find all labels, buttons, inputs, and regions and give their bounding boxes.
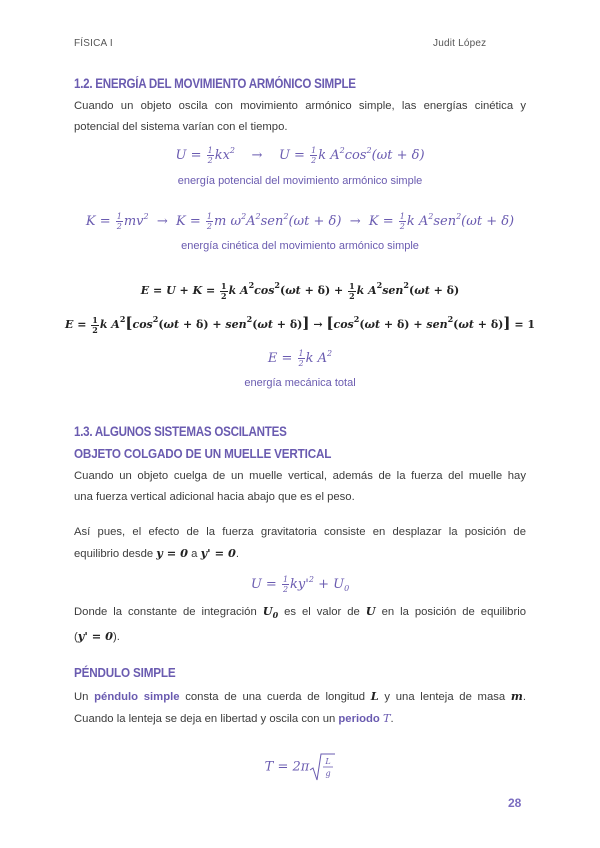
spring-p1-line-2: una fuerza vertical adicional hacia abajo que es el peso.: [74, 491, 355, 503]
spring-paragraph-3: [74, 601, 526, 648]
spring-p3-text-c: en la posición de equilibrio: [375, 606, 527, 618]
spring-paragraph-1: [74, 466, 526, 508]
intro-paragraph: [74, 96, 526, 138]
spring-p2-line-1: Así pues, el efecto de la fuerza gravitatoria consiste en desplazar la posición de: [74, 526, 526, 538]
intro-line-1: Cuando un objeto oscila con movimiento armónico simple, las energías cinética y: [74, 100, 526, 112]
caption-potential-energy: energía potencial del movimiento armónico simple: [177, 175, 423, 187]
equation-mechanical-energy: E = $\frac{1}{2}$ k $A^2$: [267, 349, 333, 368]
equation-kinetic-energy: K = $\frac{1}{2}$ $mv^2 \to K$ = $\frac{1}{2}$ m $\omega^2A^2sen^2(\omega t + \delta) \to K$ = $\frac{1}{2}$ k $A^2sen^2(\omega t + \delta)$: [85, 212, 515, 231]
pendulum-text-a: Un: [74, 691, 95, 703]
equation-total-energy-identity: E = $\frac{1}{2}$ k $A^2[\cos^2(\omega t + \delta) + sen^2(\omega t + \delta)] \to [\cos^2(\omega t + \delta) + sen^2(\omega t + \delta)] = 1$: [64, 314, 536, 335]
spring-p3-line-2: (y' = 0).: [74, 629, 120, 643]
sqrt-symbol: [309, 752, 335, 782]
spring-paragraph-2: [74, 522, 526, 565]
header-course: FÍSICA I: [74, 38, 113, 49]
equation-spring-potential: U = $\frac{1}{2}$ $ky'^2 + U_0$: [250, 575, 350, 594]
subsection-title-spring: OBJETO COLGADO DE UN MUELLE VERTICAL: [74, 446, 332, 461]
caption-kinetic-energy: energía cinética del movimiento armónico simple: [181, 240, 419, 252]
spring-p3-line-1: Donde la constante de integración $U_0$ es el valor de U en la posición de equilibrio: [74, 604, 527, 620]
svg-text:L: L: [325, 757, 331, 766]
section-title-energy: 1.2. ENERGÍA DEL MOVIMIENTO ARMÓNICO SIMPLE: [74, 76, 356, 91]
pendulum-paragraph: [74, 686, 526, 730]
equation-potential-energy: U = $\frac{1}{2}$ $kx^2$ → U = $\frac{1}{2}$ k $A^2\cos^2(\omega t + \delta)$: [175, 146, 425, 165]
spring-p2-text-a: equilibrio desde: [74, 548, 157, 560]
section-title-systems: 1.3. ALGUNOS SISTEMAS OSCILANTES: [74, 424, 287, 439]
equation-pendulum-period: T = 2π L g: [0, 752, 600, 782]
spring-p2-line-2: equilibrio desde y = 0 a y' = 0.: [74, 546, 239, 560]
spring-p3-text-a: Donde la constante de integración: [74, 606, 263, 618]
svg-text:g: g: [325, 769, 331, 778]
page-number: 28: [508, 796, 522, 810]
pendulum-text-b: consta de una cuerda de longitud: [179, 691, 371, 703]
spring-p2-text-b: a: [188, 548, 201, 560]
pendulum-text-d: Cuando la lenteja se deja en libertad y oscila con un: [74, 713, 339, 725]
spring-p1-line-1: Cuando un objeto cuelga de un muelle vertical, además de la fuerza del muelle hay: [74, 470, 526, 482]
header-author: Judit López: [433, 38, 487, 49]
equation-total-energy-sum: E = U + K = $\frac{1}{2}$ k $A^2\cos^2(\omega t + \delta)$ + $\frac{1}{2}$ k $A^2sen^2(\omega t + \delta)$: [140, 280, 460, 301]
pendulum-line-1: Un péndulo simple consta de una cuerda de longitud L y una lenteja de masa m.: [74, 689, 526, 703]
subsection-title-pendulum: PÉNDULO SIMPLE: [74, 665, 176, 680]
intro-line-2: potencial del sistema varían con el tiempo.: [74, 121, 288, 133]
term-period: periodo: [338, 713, 380, 725]
caption-mechanical-energy: energía mecánica total: [244, 377, 356, 389]
spring-p3-text-b: es el valor de: [278, 606, 366, 618]
term-simple-pendulum: péndulo simple: [94, 691, 180, 703]
pendulum-text-c: y una lenteja de masa: [378, 691, 511, 703]
pendulum-line-2: Cuando la lenteja se deja en libertad y oscila con un periodo T.: [74, 712, 394, 725]
